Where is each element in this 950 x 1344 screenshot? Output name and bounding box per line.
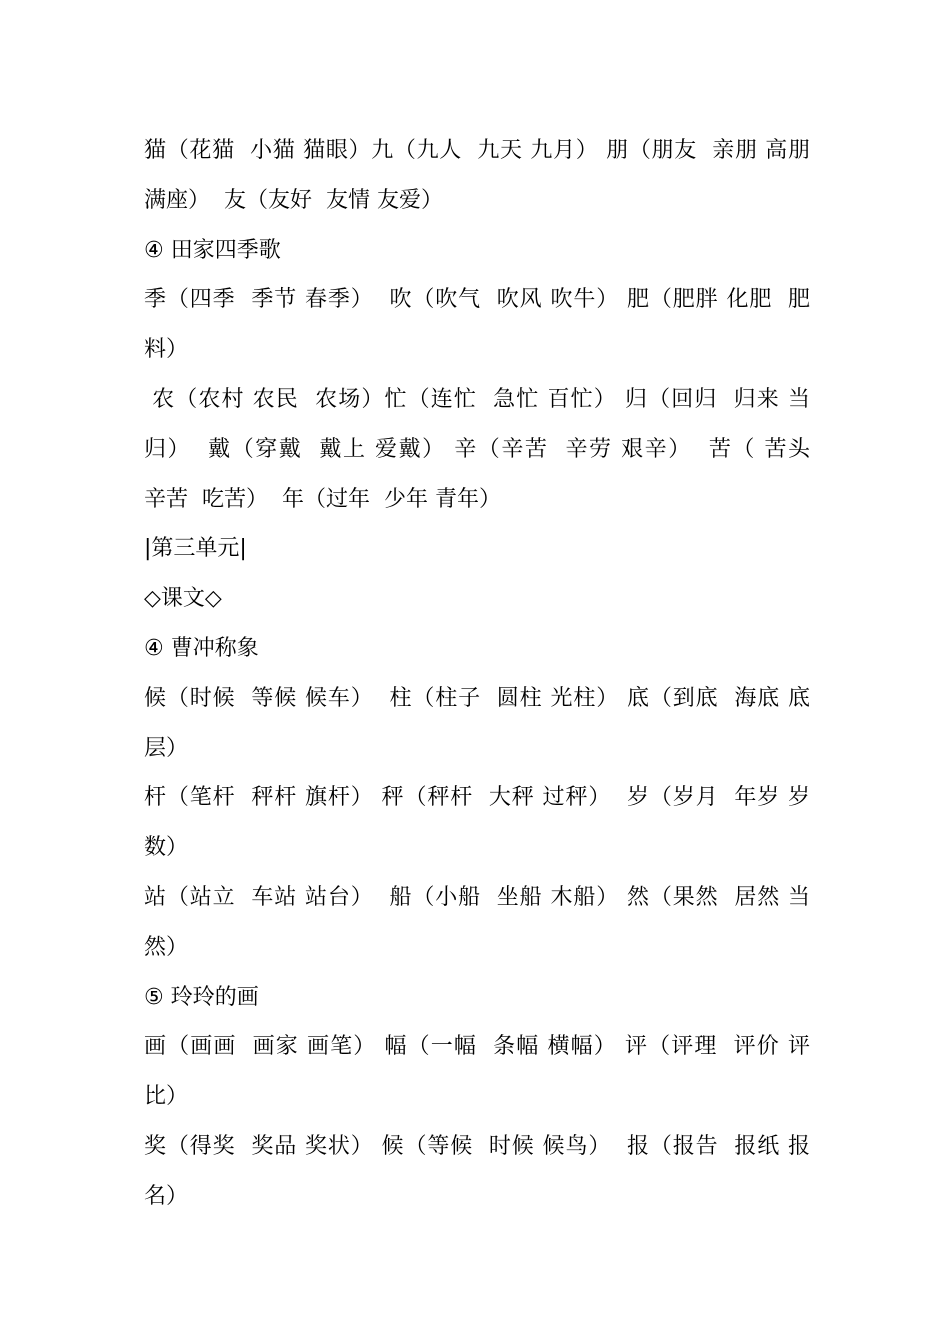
text-line: 站（站立 车站 站台） 船（小船 坐船 木船） 然（果然 居然 当 [144,884,810,910]
lesson-heading: ④ 田家四季歌 [144,237,281,263]
text-line: 然） [144,934,189,960]
text-line: 猫（花猫 小猫 猫眼）九（九人 九天 九月） 朋（朋友 亲朋 高朋 [144,138,810,163]
section-heading: ◇课文◇ [144,586,222,612]
text-line: 比） [144,1084,189,1110]
text-line: 层） [144,735,189,761]
text-line: 候（时候 等候 候车） 柱（柱子 圆柱 光柱） 底（到底 海底 底 [144,685,810,711]
lesson-heading: ④ 曹冲称象 [144,635,259,661]
text-line: 归） 戴（穿戴 戴上 爱戴） 辛（辛苦 辛劳 艰辛） 苦（ 苦头 [144,436,810,462]
text-line: 季（四季 季节 春季） 吹（吹气 吹风 吹牛） 肥（肥胖 化肥 肥 [144,287,810,313]
text-line: 辛苦 吃苦） 年（过年 少年 青年） [144,486,501,512]
document-body [144,126,810,1222]
text-line: 数） [144,835,189,861]
text-line: 农（农村 农民 农场）忙（连忙 急忙 百忙） 归（回归 归来 当 [144,386,810,412]
text-line: 名） [144,1183,189,1209]
text-line: 杆（笔杆 秤杆 旗杆） 秤（秤杆 大秤 过秤） 岁（岁月 年岁 岁 [144,785,810,811]
lesson-heading: ⑤ 玲玲的画 [144,984,259,1010]
unit-heading: |第三单元| [144,536,247,562]
text-line: 满座） 友（友好 友情 友爱） [144,187,443,213]
text-line: 奖（得奖 奖品 奖状） 候（等候 时候 候鸟） 报（报告 报纸 报 [144,1133,810,1159]
text-line: 料） [144,337,189,363]
text-line: 画（画画 画家 画笔） 幅（一幅 条幅 横幅） 评（评理 评价 评 [144,1034,810,1060]
